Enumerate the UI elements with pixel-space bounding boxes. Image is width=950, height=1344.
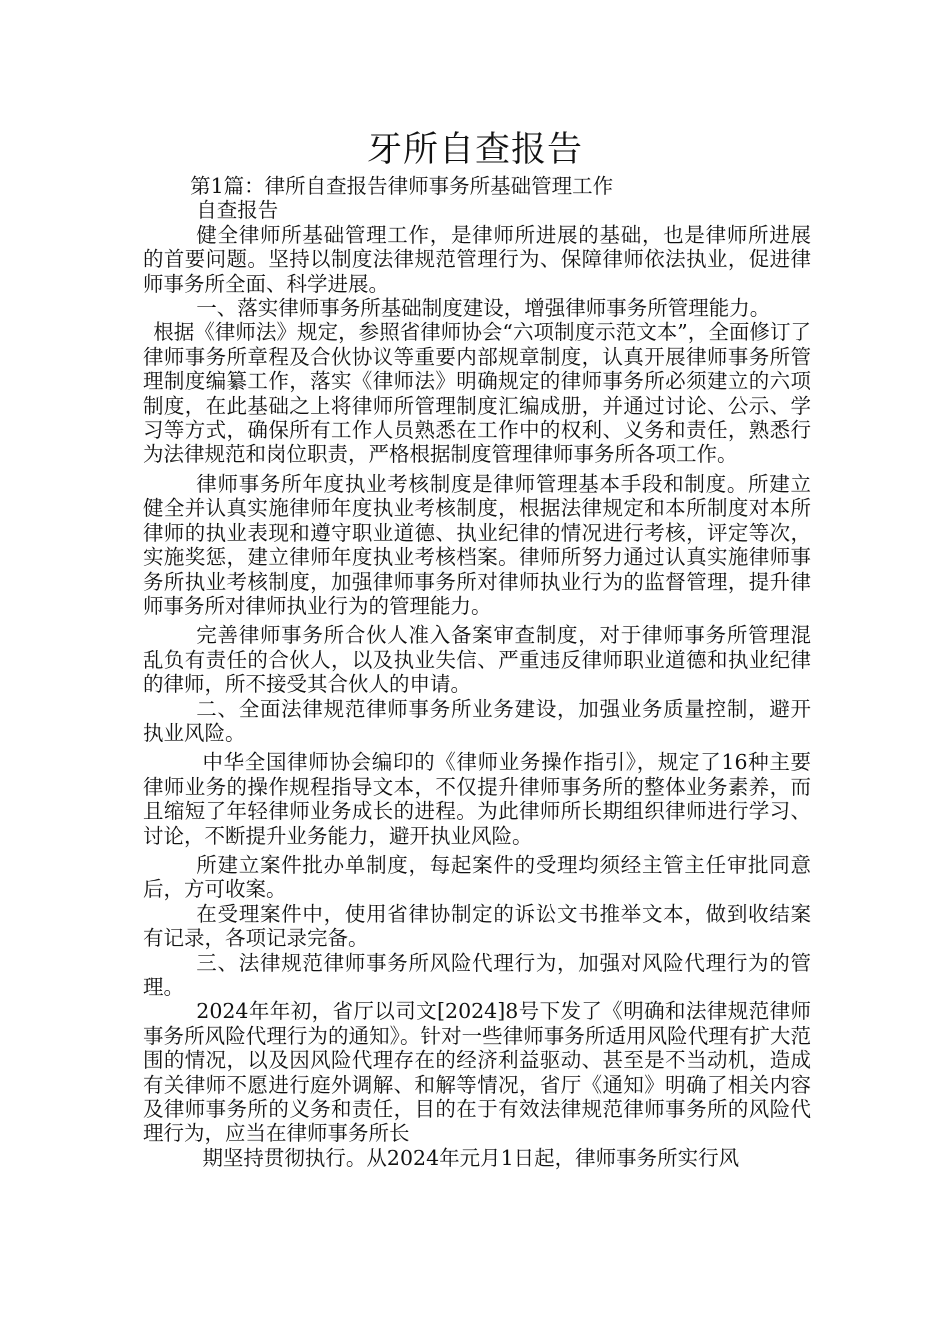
paragraph: 根据《律师法》规定，参照省律师协会“六项制度示范文本”，全面修订了律师事务所章程及合伙协议等重要内部规章制度，认真开展律师事务所管理制度编纂工作，落实《律师法》明确规定的律师事务所必须建立的六项制度，在此基础之上将律师所管理制度汇编成册，并通过讨论、公示、学习等方式，确保所有工作人员熟悉在工作中的权利、义务和责任，熟悉行为法律规范和岗位职责，严格根据制度管理律师事务所各项工作。 [143,320,811,467]
paragraph: 期坚持贯彻执行。从2024年元月1日起，律师事务所实行风 [202,1145,740,1170]
paragraph: 中华全国律师协会编印的《律师业务操作指引》，规定了16种主要律师业务的操作规程指导文本，不仅提升律师事务所的整体业务素养，而且缩短了年轻律师业务成长的进程。为此律师所长期组织律师进行学习、讨论，不断提升业务能力，避开执业风险。 [143,750,811,848]
paragraph: 律师事务所年度执业考核制度是律师管理基本手段和制度。所建立健全并认真实施律师年度执业考核制度，根据法律规定和本所制度对本所律师的执业表现和遵守职业道德、执业纪律的情况进行考核，评定等次，实施奖惩，建立律师年度执业考核档案。律师所努力通过认真实施律师事务所执业考核制度，加强律师事务所对律师执业行为的监督管理，提升律师事务所对律师执业行为的管理能力。 [143,471,811,618]
document-body [143,174,811,1170]
chapter-heading: 第1篇：律所自查报告律师事务所基础管理工作 [190,174,614,198]
section-heading: 一、落实律师事务所基础制度建设，增强律师事务所管理能力。 [196,296,771,321]
paragraph: 所建立案件批办单制度，每起案件的受理均须经主管主任审批同意后，方可收案。 [143,852,811,902]
section-heading: 二、全面法律规范律师事务所业务建设，加强业务质量控制，避开执业风险。 [143,696,811,745]
subtitle: 自查报告 [196,198,279,223]
paragraph: 完善律师事务所合伙人准入备案审查制度，对于律师事务所管理混乱负有责任的合伙人，以及执业失信、严重违反律师职业道德和执业纪律的律师，所不接受其合伙人的申请。 [143,623,811,697]
document-title: 牙所自查报告 [366,130,583,170]
paragraph: 健全律师所基础管理工作，是律师所进展的基础，也是律师所进展的首要问题。坚持以制度法律规范管理行为、保障律师依法执业，促进律师事务所全面、科学进展。 [143,222,811,296]
section-heading: 三、法律规范律师事务所风险代理行为，加强对风险代理行为的管理。 [143,950,811,999]
paragraph: 在受理案件中，使用省律协制定的诉讼文书推举文本，做到收结案有记录，各项记录完备。 [143,901,811,951]
paragraph: 2024年年初，省厅以司文[2024]8号下发了《明确和法律规范律师事务所风险代理行为的通知》。针对一些律师事务所适用风险代理有扩大范围的情况，以及因风险代理存在的经济利益驱动、甚至是不当动机，造成有关律师不愿进行庭外调解、和解等情况，省厅《通知》明确了相关内容及律师事务所的义务和责任，目的在于有效法律规范律师事务所的风险代理行为，应当在律师事务所长 [143,999,811,1146]
